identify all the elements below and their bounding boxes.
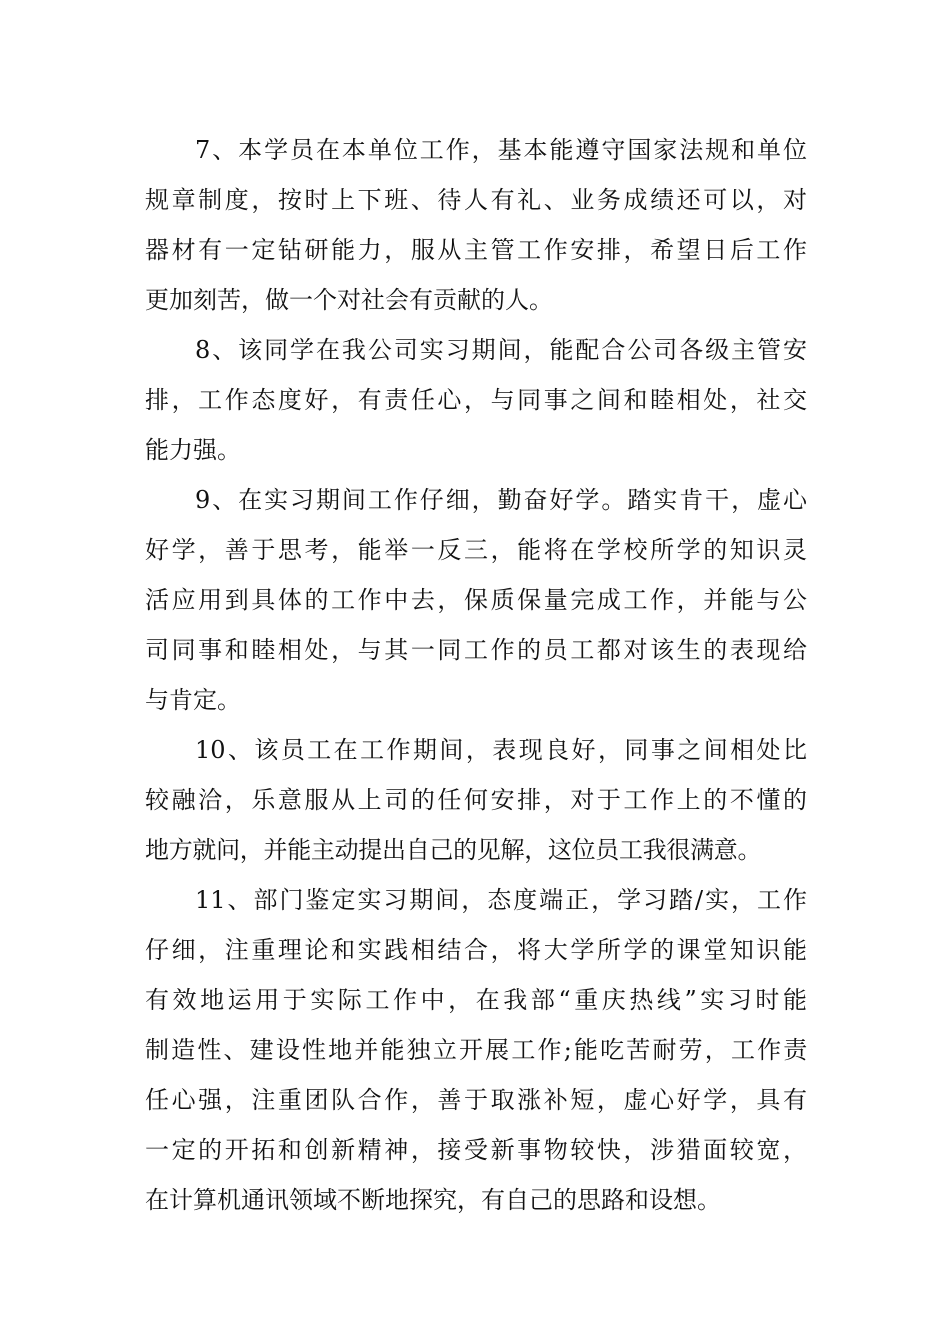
- paragraph-11-line-2: 仔细，注重理论和实践相结合，将大学所学的课堂知识能: [145, 936, 807, 964]
- paragraph-10-line-1: 10、该员工在工作期间，表现良好，同事之间相处比: [195, 736, 807, 764]
- paragraph-11-line-6: 一定的开拓和创新精神，接受新事物较快，涉猎面较宽，: [145, 1136, 807, 1164]
- paragraph-8-line-3: 能力强。: [145, 436, 241, 464]
- paragraph-9-line-3: 活应用到具体的工作中去，保质保量完成工作，并能与公: [145, 586, 807, 614]
- paragraph-9-line-1: 9、在实习期间工作仔细，勤奋好学。踏实肯干，虚心: [195, 486, 807, 514]
- paragraph-9-line-4: 司同事和睦相处，与其一同工作的员工都对该生的表现给: [145, 636, 807, 664]
- paragraph-9-line-2: 好学，善于思考，能举一反三，能将在学校所学的知识灵: [145, 536, 807, 564]
- paragraph-11-line-1: 11、部门鉴定实习期间，态度端正，学习踏/实，工作: [195, 886, 807, 914]
- paragraph-7-line-4: 更加刻苦，做一个对社会有贡献的人。: [145, 286, 553, 314]
- paragraph-10-line-2: 较融洽，乐意服从上司的任何安排，对于工作上的不懂的: [145, 786, 807, 814]
- paragraph-11-line-7: 在计算机通讯领域不断地探究，有自己的思路和设想。: [145, 1186, 721, 1214]
- paragraph-11-line-4: 制造性、建设性地并能独立开展工作;能吃苦耐劳，工作责: [145, 1036, 807, 1064]
- paragraph-11-line-3: 有效地运用于实际工作中，在我部“重庆热线”实习时能: [145, 986, 807, 1014]
- paragraph-7-line-1: 7、本学员在本单位工作，基本能遵守国家法规和单位: [195, 136, 807, 164]
- paragraph-10-line-3: 地方就问，并能主动提出自己的见解，这位员工我很满意。: [145, 836, 762, 864]
- paragraph-7-line-3: 器材有一定钻研能力，服从主管工作安排，希望日后工作: [145, 236, 807, 264]
- paragraph-11-line-5: 任心强，注重团队合作，善于取涨补短，虚心好学，具有: [145, 1086, 807, 1114]
- paragraph-9-line-5: 与肯定。: [145, 686, 241, 714]
- paragraph-8-line-1: 8、该同学在我公司实习期间，能配合公司各级主管安: [195, 336, 807, 364]
- paragraph-8-line-2: 排，工作态度好，有责任心，与同事之间和睦相处，社交: [145, 386, 807, 414]
- paragraph-7-line-2: 规章制度，按时上下班、待人有礼、业务成绩还可以，对: [145, 186, 807, 214]
